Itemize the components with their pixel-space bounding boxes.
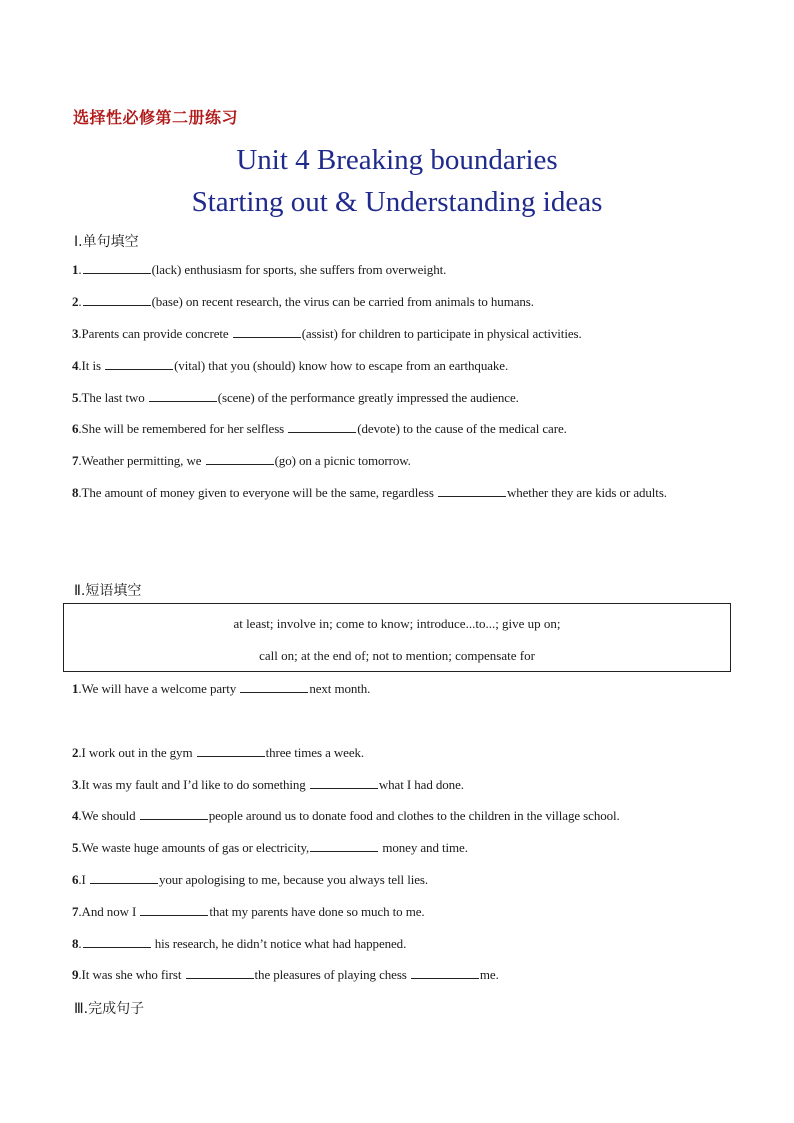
question-number: 5 (72, 840, 79, 855)
book-label: 选择性必修第二册练习 (73, 108, 239, 127)
question-number: 4 (72, 358, 79, 373)
question-text: . (78, 262, 82, 277)
answer-blank[interactable] (83, 262, 151, 274)
question-text: next month. (309, 681, 371, 696)
answer-blank[interactable] (206, 453, 274, 465)
s2-question-7 (72, 904, 425, 920)
s2-question-1 (72, 681, 370, 697)
question-number: 6 (72, 421, 79, 436)
s1-question-6 (72, 421, 567, 437)
lesson-subtitle: Starting out & Understanding ideas (191, 186, 603, 218)
question-number: 2 (72, 745, 79, 760)
s1-question-7 (72, 453, 411, 469)
question-text: .We will have a welcome party (78, 681, 240, 696)
s1-question-2 (72, 294, 534, 310)
question-text: .Parents can provide concrete (78, 326, 232, 341)
answer-blank[interactable] (149, 390, 217, 402)
question-text: that my parents have done so much to me. (209, 904, 425, 919)
section-3-heading: Ⅲ.完成句子 (74, 1001, 145, 1017)
question-text: your apologising to me, because you always tell lies. (158, 872, 429, 887)
unit-title: Unit 4 Breaking boundaries (236, 144, 558, 176)
question-number: 1 (72, 681, 79, 696)
question-text: people around us to donate food and clothes to the children in the village school. (208, 808, 620, 823)
question-text: (lack) enthusiasm for sports, she suffers from overweight. (151, 262, 447, 277)
answer-blank[interactable] (233, 326, 301, 338)
question-text: . (78, 294, 82, 309)
answer-blank[interactable] (140, 904, 208, 916)
question-text: (assist) for children to participate in physical activities. (301, 326, 582, 341)
question-text: .The last two (78, 390, 148, 405)
s2-question-9 (72, 967, 499, 983)
question-number: 5 (72, 390, 79, 405)
s2-question-2 (72, 745, 364, 761)
answer-blank[interactable] (197, 745, 265, 757)
s1-question-8 (72, 485, 667, 501)
question-text: whether they are kids or adults. (506, 485, 667, 500)
question-text: .I work out in the gym (78, 745, 196, 760)
question-text: .We waste huge amounts of gas or electricity, (78, 840, 310, 855)
question-text: (base) on recent research, the virus can be carried from animals to humans. (151, 294, 534, 309)
answer-blank[interactable] (83, 936, 151, 948)
s1-question-4 (72, 358, 508, 374)
section-2-heading: Ⅱ.短语填空 (74, 583, 142, 599)
question-text: .It was she who first (78, 967, 185, 982)
question-text: the pleasures of playing chess (254, 967, 410, 982)
s1-question-5 (72, 390, 519, 406)
question-text: me. (479, 967, 499, 982)
s1-question-1 (72, 262, 446, 278)
answer-blank[interactable] (140, 808, 208, 820)
question-number: 2 (72, 294, 79, 309)
question-text: three times a week. (265, 745, 365, 760)
answer-blank[interactable] (438, 485, 506, 497)
answer-blank[interactable] (186, 967, 254, 979)
s2-question-5 (72, 840, 468, 856)
question-number: 3 (72, 777, 79, 792)
question-text: .And now I (78, 904, 140, 919)
phrase-bank-line-2: call on; at the end of; not to mention; compensate for (259, 648, 535, 663)
question-text: (devote) to the cause of the medical care. (357, 421, 567, 436)
question-number: 9 (72, 967, 79, 982)
answer-blank[interactable] (411, 967, 479, 979)
question-number: 1 (72, 262, 79, 277)
answer-blank[interactable] (288, 421, 356, 433)
question-text: .Weather permitting, we (78, 453, 205, 468)
question-number: 7 (72, 904, 79, 919)
question-number: 8 (72, 485, 79, 500)
question-number: 4 (72, 808, 79, 823)
section-1-heading: Ⅰ.单句填空 (74, 234, 139, 250)
question-number: 7 (72, 453, 79, 468)
question-text: (vital) that you (should) know how to escape from an earthquake. (174, 358, 509, 373)
question-text: .We should (78, 808, 139, 823)
s1-question-3 (72, 326, 582, 342)
question-text: his research, he didn’t notice what had happened. (151, 936, 407, 951)
answer-blank[interactable] (83, 294, 151, 306)
phrase-bank-box (63, 603, 731, 672)
phrase-bank-line-1: at least; involve in; come to know; introduce...to...; give up on; (233, 616, 561, 631)
question-text: .It is (78, 358, 105, 373)
question-number: 3 (72, 326, 79, 341)
question-text: .The amount of money given to everyone will be the same, regardless (78, 485, 437, 500)
question-text: .It was my fault and I’d like to do something (78, 777, 309, 792)
question-text: . (78, 936, 82, 951)
answer-blank[interactable] (240, 681, 308, 693)
s2-question-4 (72, 808, 620, 824)
question-number: 6 (72, 872, 79, 887)
question-text: (scene) of the performance greatly impressed the audience. (217, 390, 519, 405)
s2-question-6 (72, 872, 428, 888)
question-text: .I (78, 872, 89, 887)
question-number: 8 (72, 936, 79, 951)
answer-blank[interactable] (105, 358, 173, 370)
question-text: what I had done. (378, 777, 464, 792)
s2-question-8 (72, 936, 406, 952)
answer-blank[interactable] (310, 840, 378, 852)
answer-blank[interactable] (90, 872, 158, 884)
question-text: .She will be remembered for her selfless (78, 421, 288, 436)
question-text: (go) on a picnic tomorrow. (274, 453, 411, 468)
s2-question-3 (72, 777, 464, 793)
answer-blank[interactable] (310, 777, 378, 789)
question-text: money and time. (379, 840, 468, 855)
